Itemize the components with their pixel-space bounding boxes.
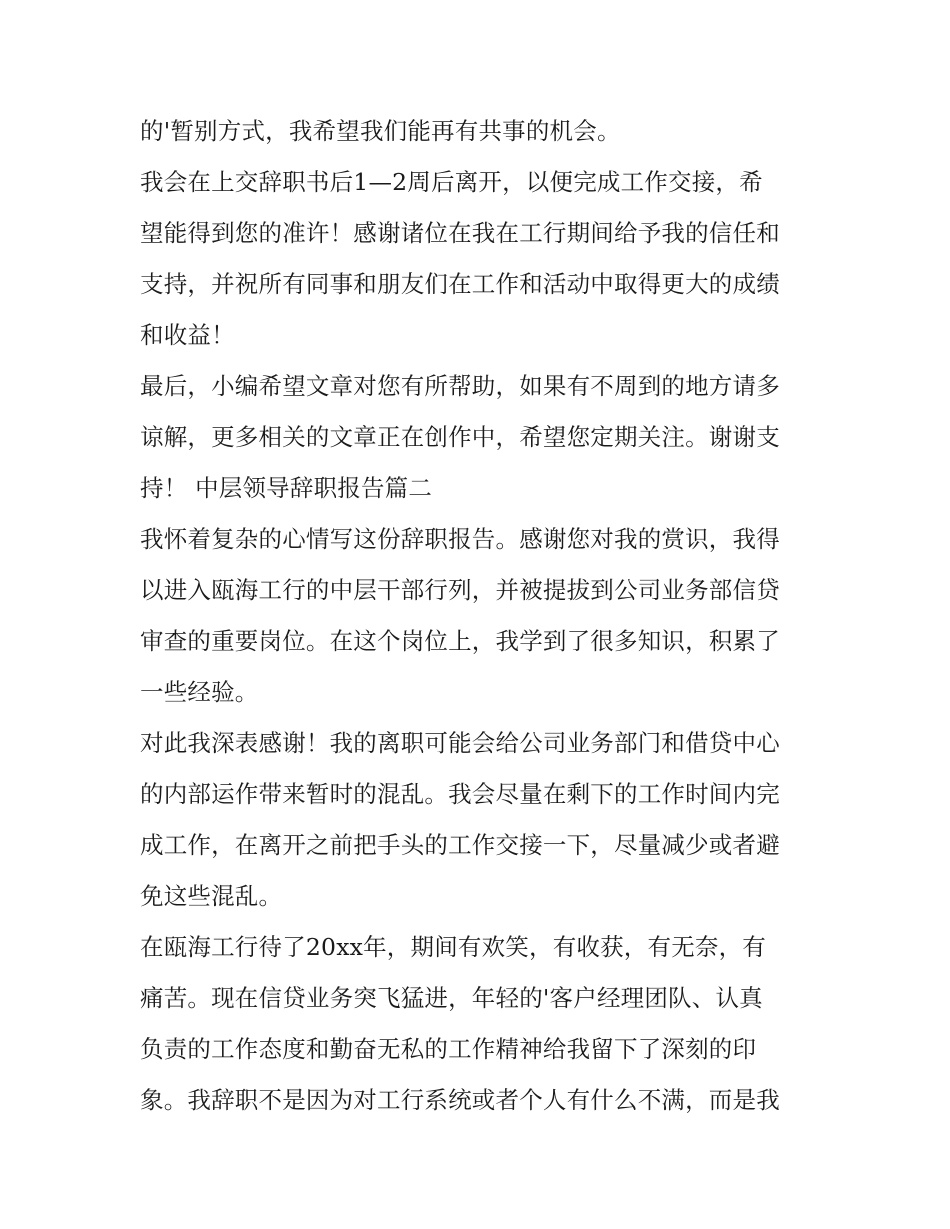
text-line: 以进入瓯海工行的中层干部行列，并被提拔到公司业务部信贷 (140, 576, 780, 604)
text-line: 和收益！ (140, 321, 235, 349)
text-line: 象。我辞职不是因为对工行系统或者个人有什么不满，而是我 (140, 1086, 780, 1114)
text-line: 成工作，在离开之前把手头的工作交接一下，尽量减少或者避 (140, 831, 780, 859)
text-line: 一些经验。 (140, 678, 259, 706)
text-line: 望能得到您的准许！感谢诸位在我在工行期间给予我的信任和 (140, 219, 780, 247)
text-line: 支持，并祝所有同事和朋友们在工作和活动中取得更大的成绩 (140, 270, 780, 298)
text-line: 对此我深表感谢！我的离职可能会给公司业务部门和借贷中心 (140, 729, 780, 757)
section-heading-line: 持！ 中层领导辞职报告篇二 (140, 474, 433, 502)
text-line: 痛苦。现在信贷业务突飞猛进，年轻的'客户经理团队、认真 (140, 984, 763, 1012)
text-line: 的'暂别方式，我希望我们能再有共事的机会。 (140, 117, 621, 145)
text-line: 谅解，更多相关的文章正在创作中，希望您定期关注。谢谢支 (140, 423, 780, 451)
text-line: 的内部运作带来暂时的混乱。我会尽量在剩下的工作时间内完 (140, 780, 780, 808)
text-line: 审查的重要岗位。在这个岗位上，我学到了很多知识，积累了 (140, 627, 780, 655)
text-line: 我会在上交辞职书后1—2周后离开，以便完成工作交接，希 (140, 168, 763, 196)
text-line: 我怀着复杂的心情写这份辞职报告。感谢您对我的赏识，我得 (140, 525, 780, 553)
text-line: 在瓯海工行待了20xx年，期间有欢笑，有收获，有无奈，有 (140, 933, 767, 961)
document-body (140, 106, 820, 1126)
text-line: 负责的工作态度和勤奋无私的工作精神给我留下了深刻的印 (140, 1035, 757, 1063)
text-line: 免这些混乱。 (140, 882, 283, 910)
text-line: 最后，小编希望文章对您有所帮助，如果有不周到的地方请多 (140, 372, 780, 400)
